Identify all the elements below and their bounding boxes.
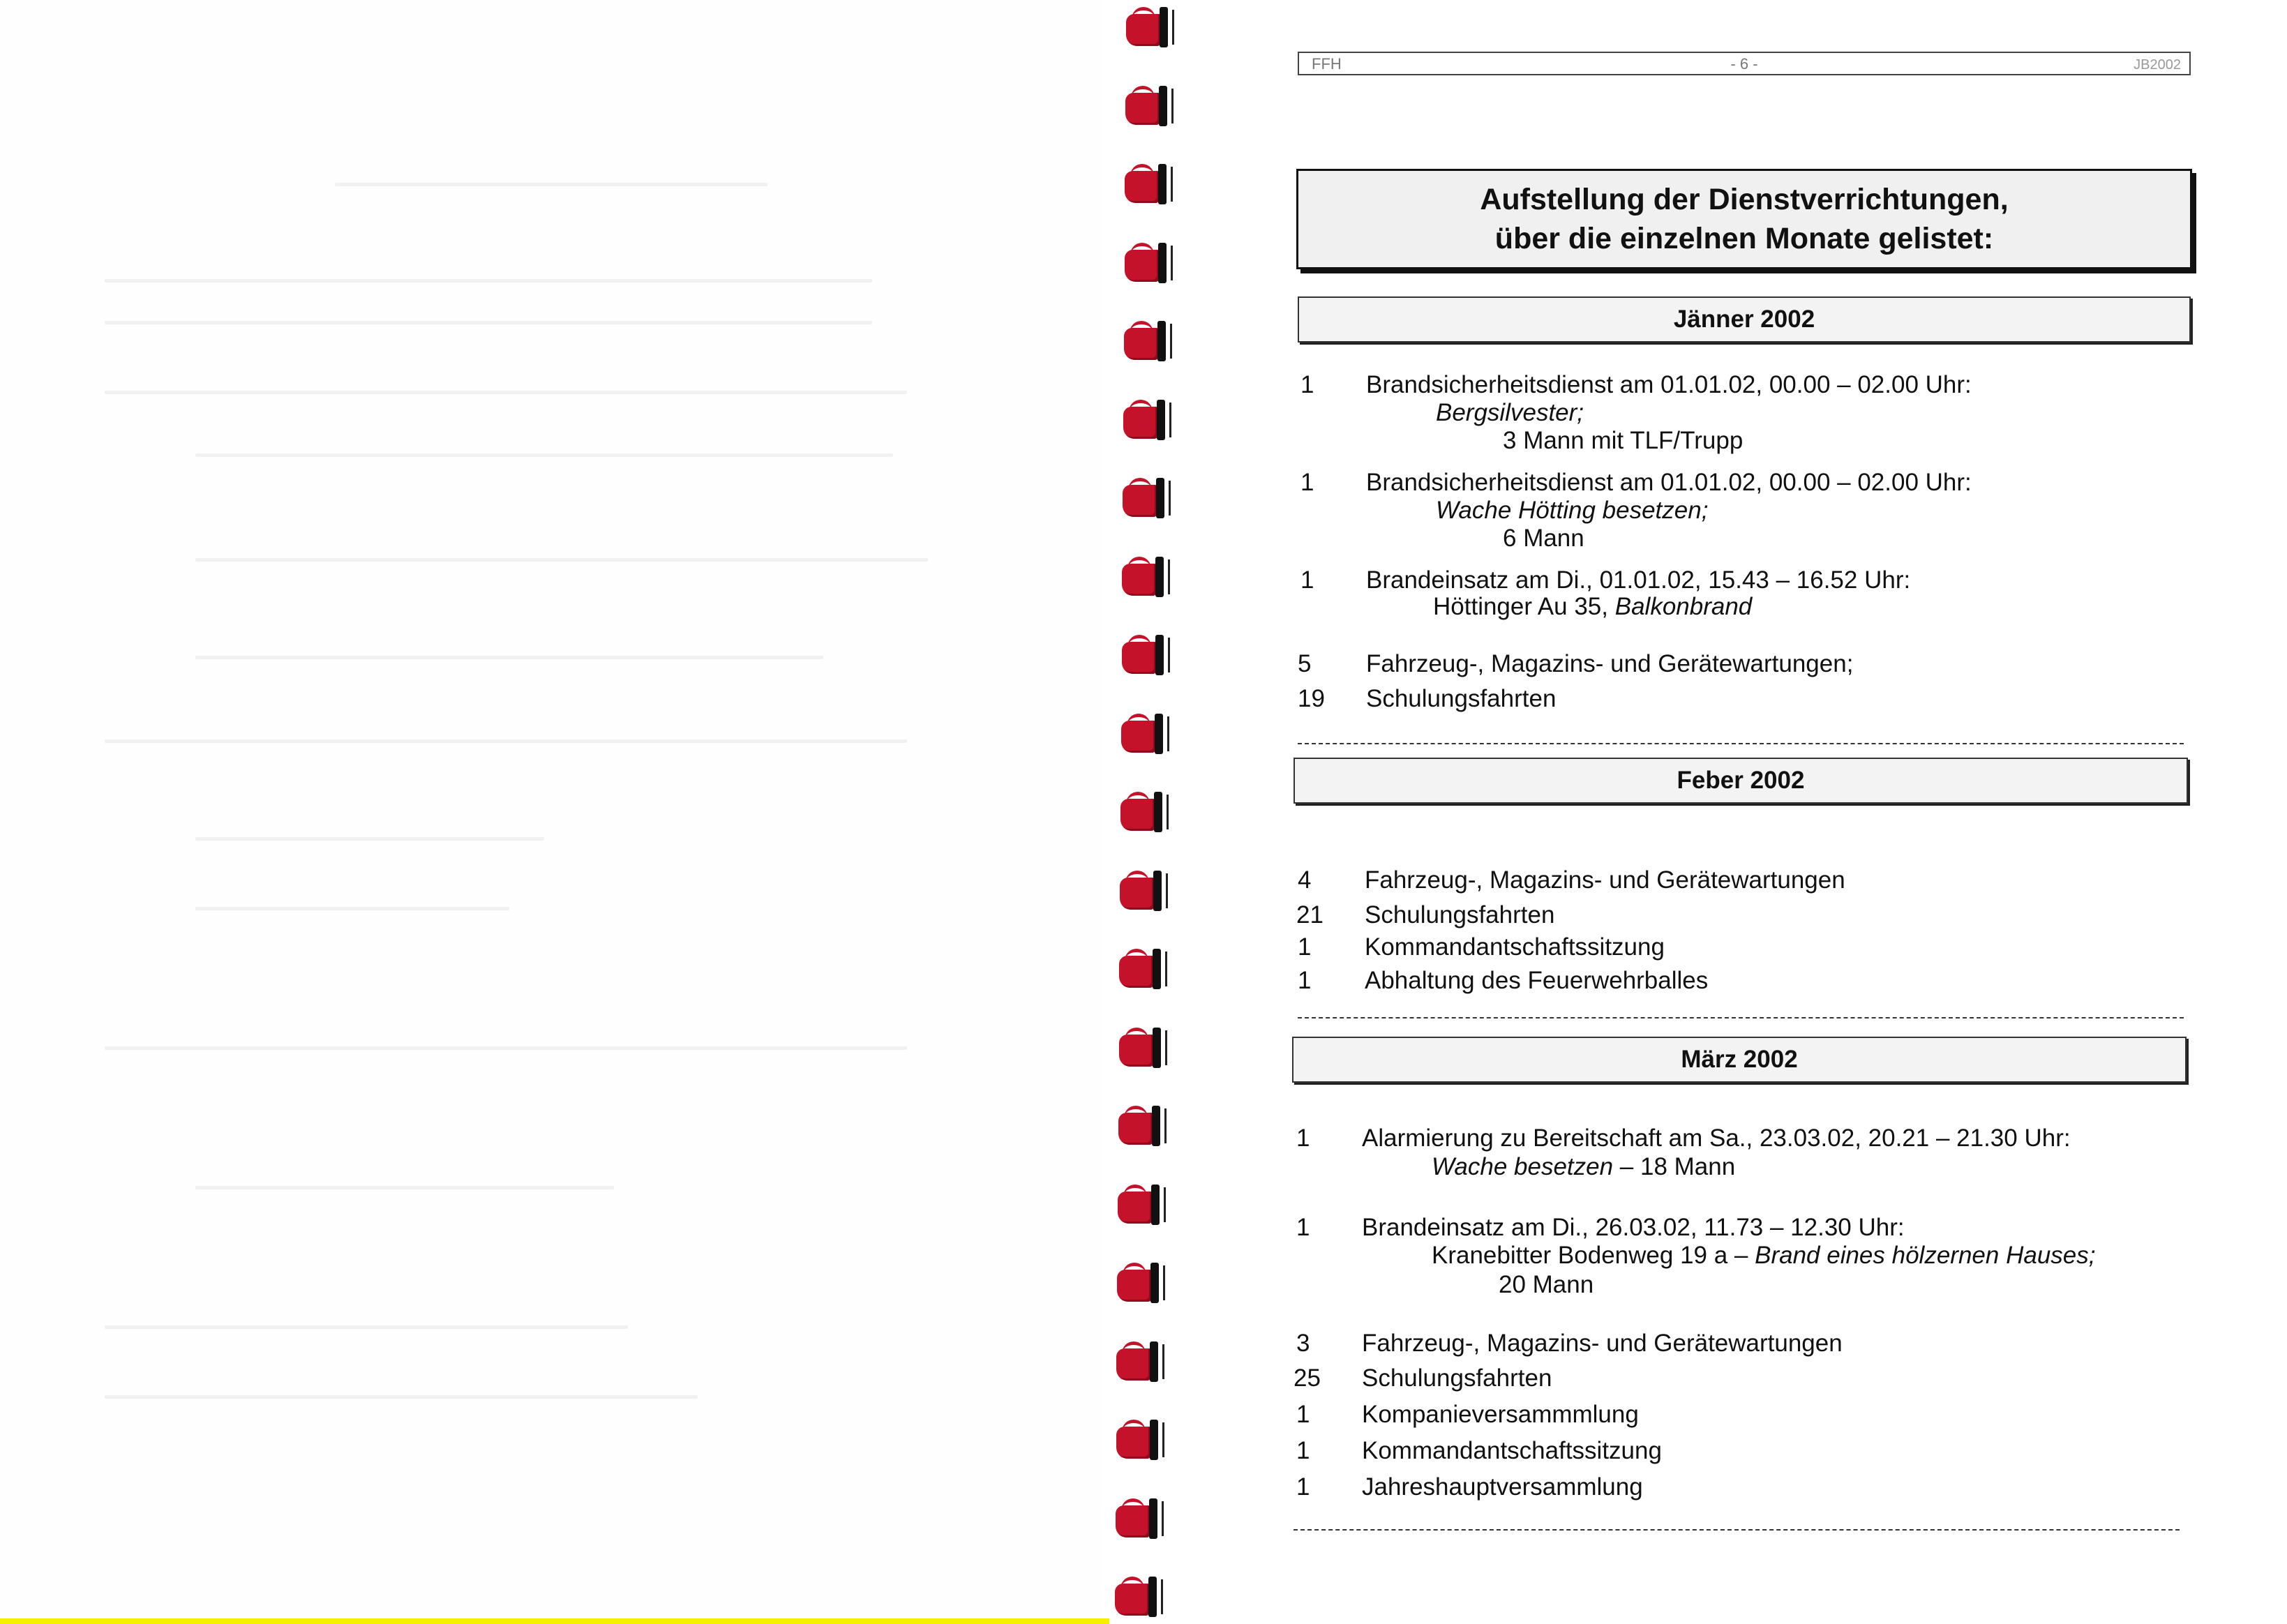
binding-coil (1122, 635, 1165, 674)
binding-coil (1125, 164, 1168, 203)
bleed-through-line (105, 1046, 907, 1050)
month-heading-feber: Feber 2002 (1294, 758, 2188, 804)
summary-text: Fahrzeug-, Magazins- und Gerätewartungen (1362, 1330, 1843, 1357)
binding-coil (1115, 1577, 1158, 1616)
binding-coil (1120, 871, 1163, 910)
summary-count: 21 (1296, 901, 1324, 928)
binding-coil (1117, 1263, 1160, 1302)
binding-coil (1126, 7, 1169, 46)
summary-text: Schulungsfahrten (1366, 685, 1557, 712)
page-number: - 6 - (1730, 55, 1758, 73)
binding-coil (1123, 400, 1167, 439)
binding-coil (1116, 1420, 1160, 1459)
header-left: FFH (1312, 55, 1342, 73)
entry-detail: Wache Hötting besetzen; (1436, 497, 1709, 524)
title-line-1: Aufstellung der Dienstverrichtungen, (1480, 183, 2009, 216)
bleed-through-line (195, 837, 544, 841)
summary-text: Kommandantschaftssitzung (1365, 933, 1665, 961)
binding-coil (1124, 321, 1167, 360)
entry-text: Brandeinsatz am Di., 01.01.02, 15.43 – 16.52 Uhr: (1366, 566, 1911, 594)
binding-coil (1116, 1498, 1159, 1537)
binding-coil (1125, 243, 1168, 282)
entry-detail (1432, 1242, 2095, 1270)
page-header (1298, 52, 2191, 75)
section-divider (1294, 1529, 2180, 1531)
summary-count: 3 (1296, 1330, 1310, 1357)
summary-count: 4 (1298, 866, 1312, 894)
page-edge-strip (0, 1618, 1109, 1624)
binding-coil (1123, 478, 1166, 517)
entry-detail-type: Brand eines hölzernen Hauses; (1755, 1242, 2096, 1269)
entry-text: Brandeinsatz am Di., 26.03.02, 11.73 – 12.30 Uhr: (1362, 1214, 1905, 1241)
month-heading-maerz: März 2002 (1292, 1037, 2187, 1083)
summary-count: 19 (1298, 685, 1325, 712)
summary-text: Kommandantschaftssitzung (1362, 1437, 1662, 1464)
entry-count: 1 (1296, 1214, 1310, 1241)
bleed-through-line (105, 279, 872, 283)
binding-coil (1118, 1106, 1162, 1145)
entry-text: Alarmierung zu Bereitschaft am Sa., 23.03.02, 20.21 – 21.30 Uhr: (1362, 1125, 2071, 1152)
summary-text: Kompanieversammmlung (1362, 1401, 1639, 1428)
binding-coil (1116, 1341, 1160, 1381)
bleed-through-line (195, 453, 893, 457)
header-right: JB2002 (2134, 57, 2181, 73)
bleed-through-line (195, 656, 823, 659)
bleed-through-line (335, 183, 767, 186)
summary-count: 1 (1296, 1401, 1310, 1428)
bleed-through-line (195, 558, 928, 562)
document-title (1296, 169, 2192, 269)
entry-count: 1 (1300, 566, 1314, 594)
summary-text: Fahrzeug-, Magazins- und Gerätewartungen; (1366, 650, 1854, 677)
summary-count: 1 (1298, 967, 1312, 994)
entry-text: Brandsicherheitsdienst am 01.01.02, 00.00 – 02.00 Uhr: (1366, 371, 1972, 398)
entry-count: 1 (1300, 469, 1314, 496)
binding-coil (1119, 949, 1162, 988)
title-line-2: über die einzelnen Monate gelistet: (1494, 222, 1994, 255)
bleed-through-line (105, 1325, 628, 1329)
section-divider (1298, 1017, 2184, 1018)
binding-coil (1118, 1185, 1161, 1224)
summary-text: Schulungsfahrten (1362, 1364, 1552, 1392)
summary-count: 5 (1298, 650, 1312, 677)
bleed-through-line (105, 1395, 698, 1399)
summary-count: 1 (1296, 1437, 1310, 1464)
entry-count: 1 (1296, 1125, 1310, 1152)
summary-count: 25 (1294, 1364, 1321, 1392)
entry-detail (1432, 1153, 1735, 1181)
entry-detail-location: Höttinger Au 35, (1433, 593, 1615, 620)
binding-coil (1125, 86, 1169, 125)
document-page (1242, 0, 2287, 1624)
summary-count: 1 (1298, 933, 1312, 961)
summary-text: Jahreshauptversammlung (1362, 1473, 1643, 1501)
entry-detail: 6 Mann (1503, 525, 1584, 552)
binding-coil (1120, 792, 1164, 831)
binding-coil (1122, 557, 1165, 596)
binding-coil (1121, 714, 1164, 753)
bleed-through-line (195, 907, 509, 910)
summary-text: Fahrzeug-, Magazins- und Gerätewartungen (1365, 866, 1845, 894)
entry-text: Brandsicherheitsdienst am 01.01.02, 00.00 – 02.00 Uhr: (1366, 469, 1972, 496)
entry-detail-crew: – 18 Mann (1613, 1153, 1736, 1180)
month-heading-jaenner: Jänner 2002 (1298, 296, 2191, 343)
entry-detail-task: Wache besetzen (1432, 1153, 1614, 1180)
bleed-through-line (195, 1186, 614, 1189)
bleed-through-line (105, 391, 907, 394)
left-page-blank (0, 0, 1102, 1624)
entry-detail-location: Kranebitter Bodenweg 19 a – (1432, 1242, 1755, 1269)
bleed-through-line (105, 321, 872, 324)
summary-text: Schulungsfahrten (1365, 901, 1555, 928)
entry-detail: 20 Mann (1499, 1271, 1594, 1298)
bleed-through-line (105, 739, 907, 743)
summary-text: Abhaltung des Feuerwehrballes (1365, 967, 1709, 994)
binding-coil (1119, 1028, 1162, 1067)
entry-detail (1433, 593, 1752, 621)
entry-detail: Bergsilvester; (1436, 399, 1584, 426)
spiral-binding (1109, 0, 1186, 1624)
summary-count: 1 (1296, 1473, 1310, 1501)
entry-detail: 3 Mann mit TLF/Trupp (1503, 427, 1744, 454)
section-divider (1298, 743, 2184, 744)
entry-count: 1 (1300, 371, 1314, 398)
entry-detail-type: Balkonbrand (1614, 593, 1753, 620)
